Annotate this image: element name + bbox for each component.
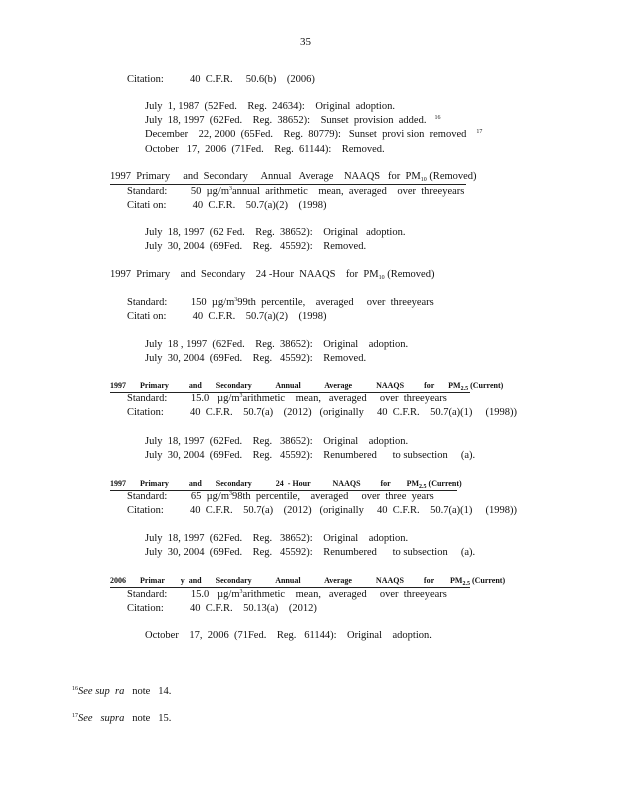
history-line: July 30, 2004 (69Fed. Reg. 45592): Removed.	[145, 353, 367, 364]
citation-top: Citation: 40 C.F.R. 50.6(b) (2006)	[127, 74, 315, 85]
section-heading: 1997 Primary and Secondary Annual Average NAAQS for $PM_{2.5}$ (Current)	[110, 381, 504, 392]
citation-line: Citation: 40 C.F.R. 50.7(a) (2012) (originally 40 C.F.R. 50.7(a)(1) (1998))	[127, 505, 517, 516]
citation-line: Citati on: 40 C.F.R. 50.7(a)(2) (1998)	[127, 311, 327, 322]
citation-line: Citation: 40 C.F.R. 50.13(a) (2012)	[127, 603, 317, 614]
section-heading: 1997 Primary and Secondary 24 -Hour NAAQS for PM10 (Removed)	[110, 269, 435, 281]
citation-line: Citati on: 40 C.F.R. 50.7(a)(2) (1998)	[127, 200, 327, 211]
footnote-ref-17: 17	[476, 129, 483, 135]
history-line: July 18, 1997 (62Fed. Reg. 38652): Sunset provision added. $^{16}$	[145, 115, 441, 126]
footnote-ref-16: 16	[434, 115, 441, 121]
history-line: December 22, 2000 (65Fed. Reg. 80779): Sunset provi sion removed $^{17}$	[145, 129, 483, 140]
history-line: July 18, 1997 (62Fed. Reg. 38652): Original adoption.	[145, 436, 409, 447]
standard-line: Standard: 15.0 $\mu g/m^3arithmetic$ mean, averaged over threeyears	[127, 589, 447, 600]
history-line: July 30, 2004 (69Fed. Reg. 45592): Renumbered to subsection (a).	[145, 450, 476, 461]
history-line: October 17, 2006 (71Fed. Reg. 61144): Original adoption.	[145, 630, 432, 641]
history-line: July 30, 2004 (69Fed. Reg. 45592): Renumbered to subsection (a).	[145, 547, 476, 558]
standard-line: Standard: 65 $\mu g/m^398th$ percentile, averaged over three years	[127, 491, 434, 502]
history-line: July 30, 2004 (69Fed. Reg. 45592): Removed.	[145, 241, 367, 252]
page-number: 35	[300, 36, 311, 48]
history-line: July 1, 1987 (52Fed. Reg. 24634): Original adoption.	[145, 101, 395, 112]
standard-line: Standard: 15.0 $\mu g/m^3arithmetic$ mean, averaged over threeyears	[127, 393, 447, 404]
footnote-16: $^{16}$See sup ra note 14.	[72, 686, 172, 697]
section-heading: 1997 Primary and Secondary 24 - Hour NAAQS for $PM_{2.5}$ (Current)	[110, 479, 462, 490]
history-line: July 18, 1997 (62Fed. Reg. 38652): Original adoption.	[145, 533, 409, 544]
history-line: October 17, 2006 (71Fed. Reg. 61144): Removed.	[145, 144, 385, 155]
standard-line: Standard: 50 $\mu g/m^3annual$ arithmetic mean, averaged over threeyears	[127, 186, 465, 197]
history-line: July 18 , 1997 (62Fed. Reg. 38652): Original adoption.	[145, 339, 409, 350]
section-heading: 2006 Primar y and Secondary Annual Average NAAQS for $PM_{2.5}$ (Current)	[110, 576, 506, 587]
section-heading: 1997 Primary and Secondary Annual Average NAAQS for PM10 (Removed)	[110, 171, 477, 183]
footnote-17: $^{17}$See supra note 15.	[72, 713, 172, 724]
history-line: July 18, 1997 (62 Fed. Reg. 38652): Original adoption.	[145, 227, 406, 238]
standard-line: Standard: 150 $\mu g/m^399th$ percentile, averaged over threeyears	[127, 297, 434, 308]
citation-line: Citation: 40 C.F.R. 50.7(a) (2012) (originally 40 C.F.R. 50.7(a)(1) (1998))	[127, 407, 517, 418]
